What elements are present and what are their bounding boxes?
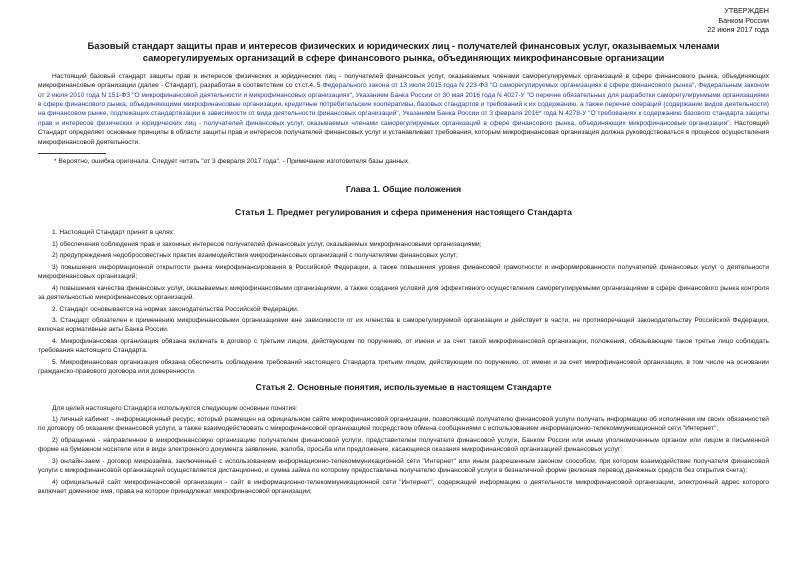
footnote: * Вероятно, ошибка оригинала. Следует читать "от 3 февраля 2017 года". - Примечание изготовителя базы данных. — [54, 158, 410, 166]
article-1-item: 4. Микрофинансовая организация обязана включать в договор с третьим лицом, действующим по поручению, от имени и за счет такой микрофинансовой организации, положения, обязывающие такое третье лицо соблюдать требования настоящего Стандарта. — [38, 338, 769, 355]
intro-text-3: , — [351, 91, 356, 99]
article-1-item: 3) повышения информационной открытости рынка микрофинансирования в Российской Федерации, а также повышения уровня финансовой грамотности и информированности получателей финансовых услуг о деятельности микрофинансовых организаций; — [38, 263, 769, 281]
article-1-item: 2) предупреждения недобросовестных практик взаимодействия микрофинансовых организаций с получателями финансовых услуг; — [52, 252, 458, 260]
article-1-item: 5. Микрофинансовая организация обязана обеспечить соблюдение требований настоящего Стандарта третьим лицом, действующим по поручению, от имени и за счет микрофинансовой организации, в том числе на основании гражданско-правового договора или доверенности. — [38, 358, 769, 376]
intro-paragraph — [38, 72, 769, 147]
intro-text-1: Настоящий базовый стандарт защиты прав и интересов физических и юридических лиц - получателей финансовых услуг, оказываемых членами саморегулируемых организаций в сфере финансового рынка, объединяющих микрофинансовые организации (далее - Стандарт), разработан в соответствии со ст.ст.4, 5 — [38, 72, 769, 90]
article-2-item: 1) личный кабинет - информационный ресурс, который размещен на официальном сайте микрофинансовой организации, позволяющий получателю финансовой услуги получать информацию об исполнении им своих обязанностей по договору об оказании финансовой услуги, а также взаимодействовать с микрофинансовой организацией посредством обмена сообщениями с использованием информационно-телекоммуникационной сети "Интернет"; — [38, 416, 769, 433]
article-1-item: 1. Настоящий Стандарт принят в целях: — [52, 229, 175, 237]
article-2-heading: Статья 2. Основные понятия, используемые в настоящем Стандарте — [255, 381, 552, 392]
law-link-4027u[interactable]: Указанием Банка России от 30 мая 2016 года N 4027-У "О перечне обязательных для разработки саморегулируемыми организациями в сфере финансового рынка, объединяющими микрофинансовые организации, кредитные потребительские кооперативы, базовых стандартов и требований к их содержанию, а также перечне операций (содержании видов деятельности) на финансовом рынке, подлежащих стандартизации в зависимости от вида деятельности финансовых организаций" — [38, 91, 769, 118]
intro-text-5: . Настоящий Стандарт определяет основные принципы в области защиты прав и интересов получателей финансовых услуг и устанавливает требования, которым микрофинансовая организация должна руководствоваться в процессе осуществления микрофинансовой деятельности. — [38, 119, 769, 146]
law-link-223fz[interactable]: Федерального закона от 13 июля 2015 года N 223-ФЗ "О саморегулируемых организациях в сфере финансового рынка" — [322, 82, 695, 90]
approval-issuer: Банком России — [718, 15, 769, 25]
article-2-body — [38, 404, 769, 497]
intro-text-4: , — [398, 110, 403, 118]
article-1-heading: Статья 1. Предмет регулирования и сфера применения настоящего Стандарта — [235, 207, 572, 218]
intro-text-2: , — [694, 82, 699, 90]
chapter-heading: Глава 1. Общие положения — [345, 184, 462, 195]
footnote-divider — [38, 153, 106, 154]
article-1-item: 3. Стандарт обязателен к применению микрофинансовыми организациями вне зависимости от их членства в саморегулируемой организации и действует в части, не противоречащей законодательству Российской Федерации, включая нормативные акты Банка России. — [38, 317, 769, 334]
approval-date: 22 июня 2017 года — [707, 25, 769, 35]
law-link-151fz[interactable]: Федеральным законом от 2 июля 2010 года N 151-ФЗ "О микрофинансовой деятельности и микрофинансовых организациях" — [38, 82, 769, 99]
article-2-item: 2) обращение - направленное в микрофинансовую организацию получателем финансовой услуги, представителем получателя финансовой услуги, Банком России или иным уполномоченным органом или лицом в письменной форме на бумажном носителе или в виде электронного документа заявление, жалоба, просьба или предложение, касающиеся оказания микрофинансовой организацией финансовых услуг; — [38, 437, 769, 454]
law-link-4278u[interactable]: Указанием Банка России от 3 февраля 2016* года N 4278-У "О требованиях к содержанию базового стандарта защиты прав и интересов физических и юридических лиц - получателей финансовых услуг, оказываемых членами саморегулируемых организаций в сфере финансового рынка, объединяющих микрофинансовые организации" — [38, 110, 769, 127]
document-title: Базовый стандарт защиты прав и интересов физических и юридических лиц - получателей финансовых услуг, оказываемых членами саморегулируемых организаций в сфере финансового рынка, объединяющих микрофинансовые организации — [87, 39, 720, 63]
article-2-item: 4) официальный сайт микрофинансовой организации - сайт в информационно-телекоммуникационной сети "Интернет", содержащий информацию о деятельности микрофинансовой организации, электронный адрес которого включает доменное имя, права на которое принадлежат микрофинансовой организации; — [38, 478, 769, 496]
article-2-item: 3) онлайн-заем - договор микрозайма, заключенный с использованием информационно-телекоммуникационной сети "Интернет" или иным разрешенным законом способом, при котором взаимодействие получателя финансовой услуги с микрофинансовой организацией осуществляется дистанционно, и сумма займа по которому предоставлена получателю финансовой услуги в безналичной форме (включая перевод денежных средств без открытия счета); — [38, 457, 769, 475]
approval-label: УТВЕРЖДЕН — [724, 6, 769, 15]
article-1-item: 2. Стандарт основывается на нормах законодательства Российской Федерации. — [52, 305, 299, 313]
article-1-body — [38, 228, 769, 377]
article-1-item: 1) обеспечения соблюдения прав и законных интересов получателей финансовых услуг, оказываемых микрофинансовыми организациями; — [52, 240, 482, 248]
article-1-item: 4) повышения качества финансовых услуг, оказываемых микрофинансовыми организациями, а также создания условий для эффективного осуществления саморегулируемыми организациями в сфере финансового рынка контроля за деятельностью микрофинансовых организаций. — [38, 284, 769, 301]
article-2-item: Для целей настоящего Стандарта используются следующие основные понятия: — [52, 404, 298, 412]
approval-stamp — [38, 6, 769, 35]
